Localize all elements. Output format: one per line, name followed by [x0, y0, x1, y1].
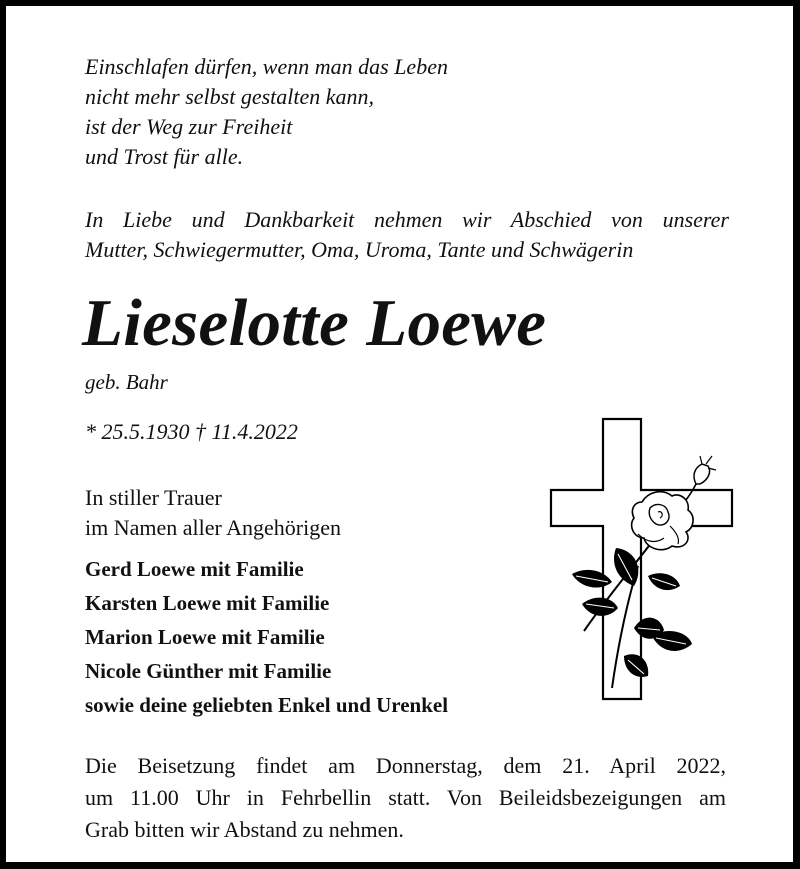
funeral-details	[85, 750, 726, 846]
funeral-line: um 11.00 Uhr in Fehrbellin statt. Von Beileidsbezeigungen am	[85, 785, 726, 810]
poem-line: nicht mehr selbst gestalten kann,	[85, 84, 375, 109]
family-list	[85, 552, 448, 722]
mourning-line: In stiller Trauer	[85, 485, 222, 510]
intro-line: In Liebe und Dankbarkeit nehmen wir Abschied von unserer	[85, 207, 729, 232]
family-member: Nicole Günther mit Familie	[85, 659, 332, 683]
deceased-name: Lieselotte Loewe	[82, 286, 547, 360]
maiden-name: geb. Bahr	[85, 370, 168, 394]
funeral-line: Grab bitten wir Abstand zu nehmen.	[85, 817, 404, 842]
poem-line: ist der Weg zur Freiheit	[85, 114, 293, 139]
poem-line: Einschlafen dürfen, wenn man das Leben	[85, 54, 448, 79]
family-member: Gerd Loewe mit Familie	[85, 557, 304, 581]
poem-line: und Trost für alle.	[85, 144, 244, 169]
life-dates: * 25.5.1930 † 11.4.2022	[85, 419, 298, 444]
cross-with-rose-icon	[546, 416, 736, 706]
mourning-line: im Namen aller Angehörigen	[85, 515, 341, 540]
family-member: Marion Loewe mit Familie	[85, 625, 325, 649]
funeral-line: Die Beisetzung findet am Donnerstag, dem 21. April 2022,	[85, 753, 726, 778]
mourning-text	[85, 483, 341, 543]
poem	[85, 52, 448, 172]
family-member: Karsten Loewe mit Familie	[85, 591, 330, 615]
intro-line: Mutter, Schwiegermutter, Oma, Uroma, Tante und Schwägerin	[85, 237, 634, 262]
family-member: sowie deine geliebten Enkel und Urenkel	[85, 693, 449, 717]
farewell-intro	[85, 205, 729, 265]
